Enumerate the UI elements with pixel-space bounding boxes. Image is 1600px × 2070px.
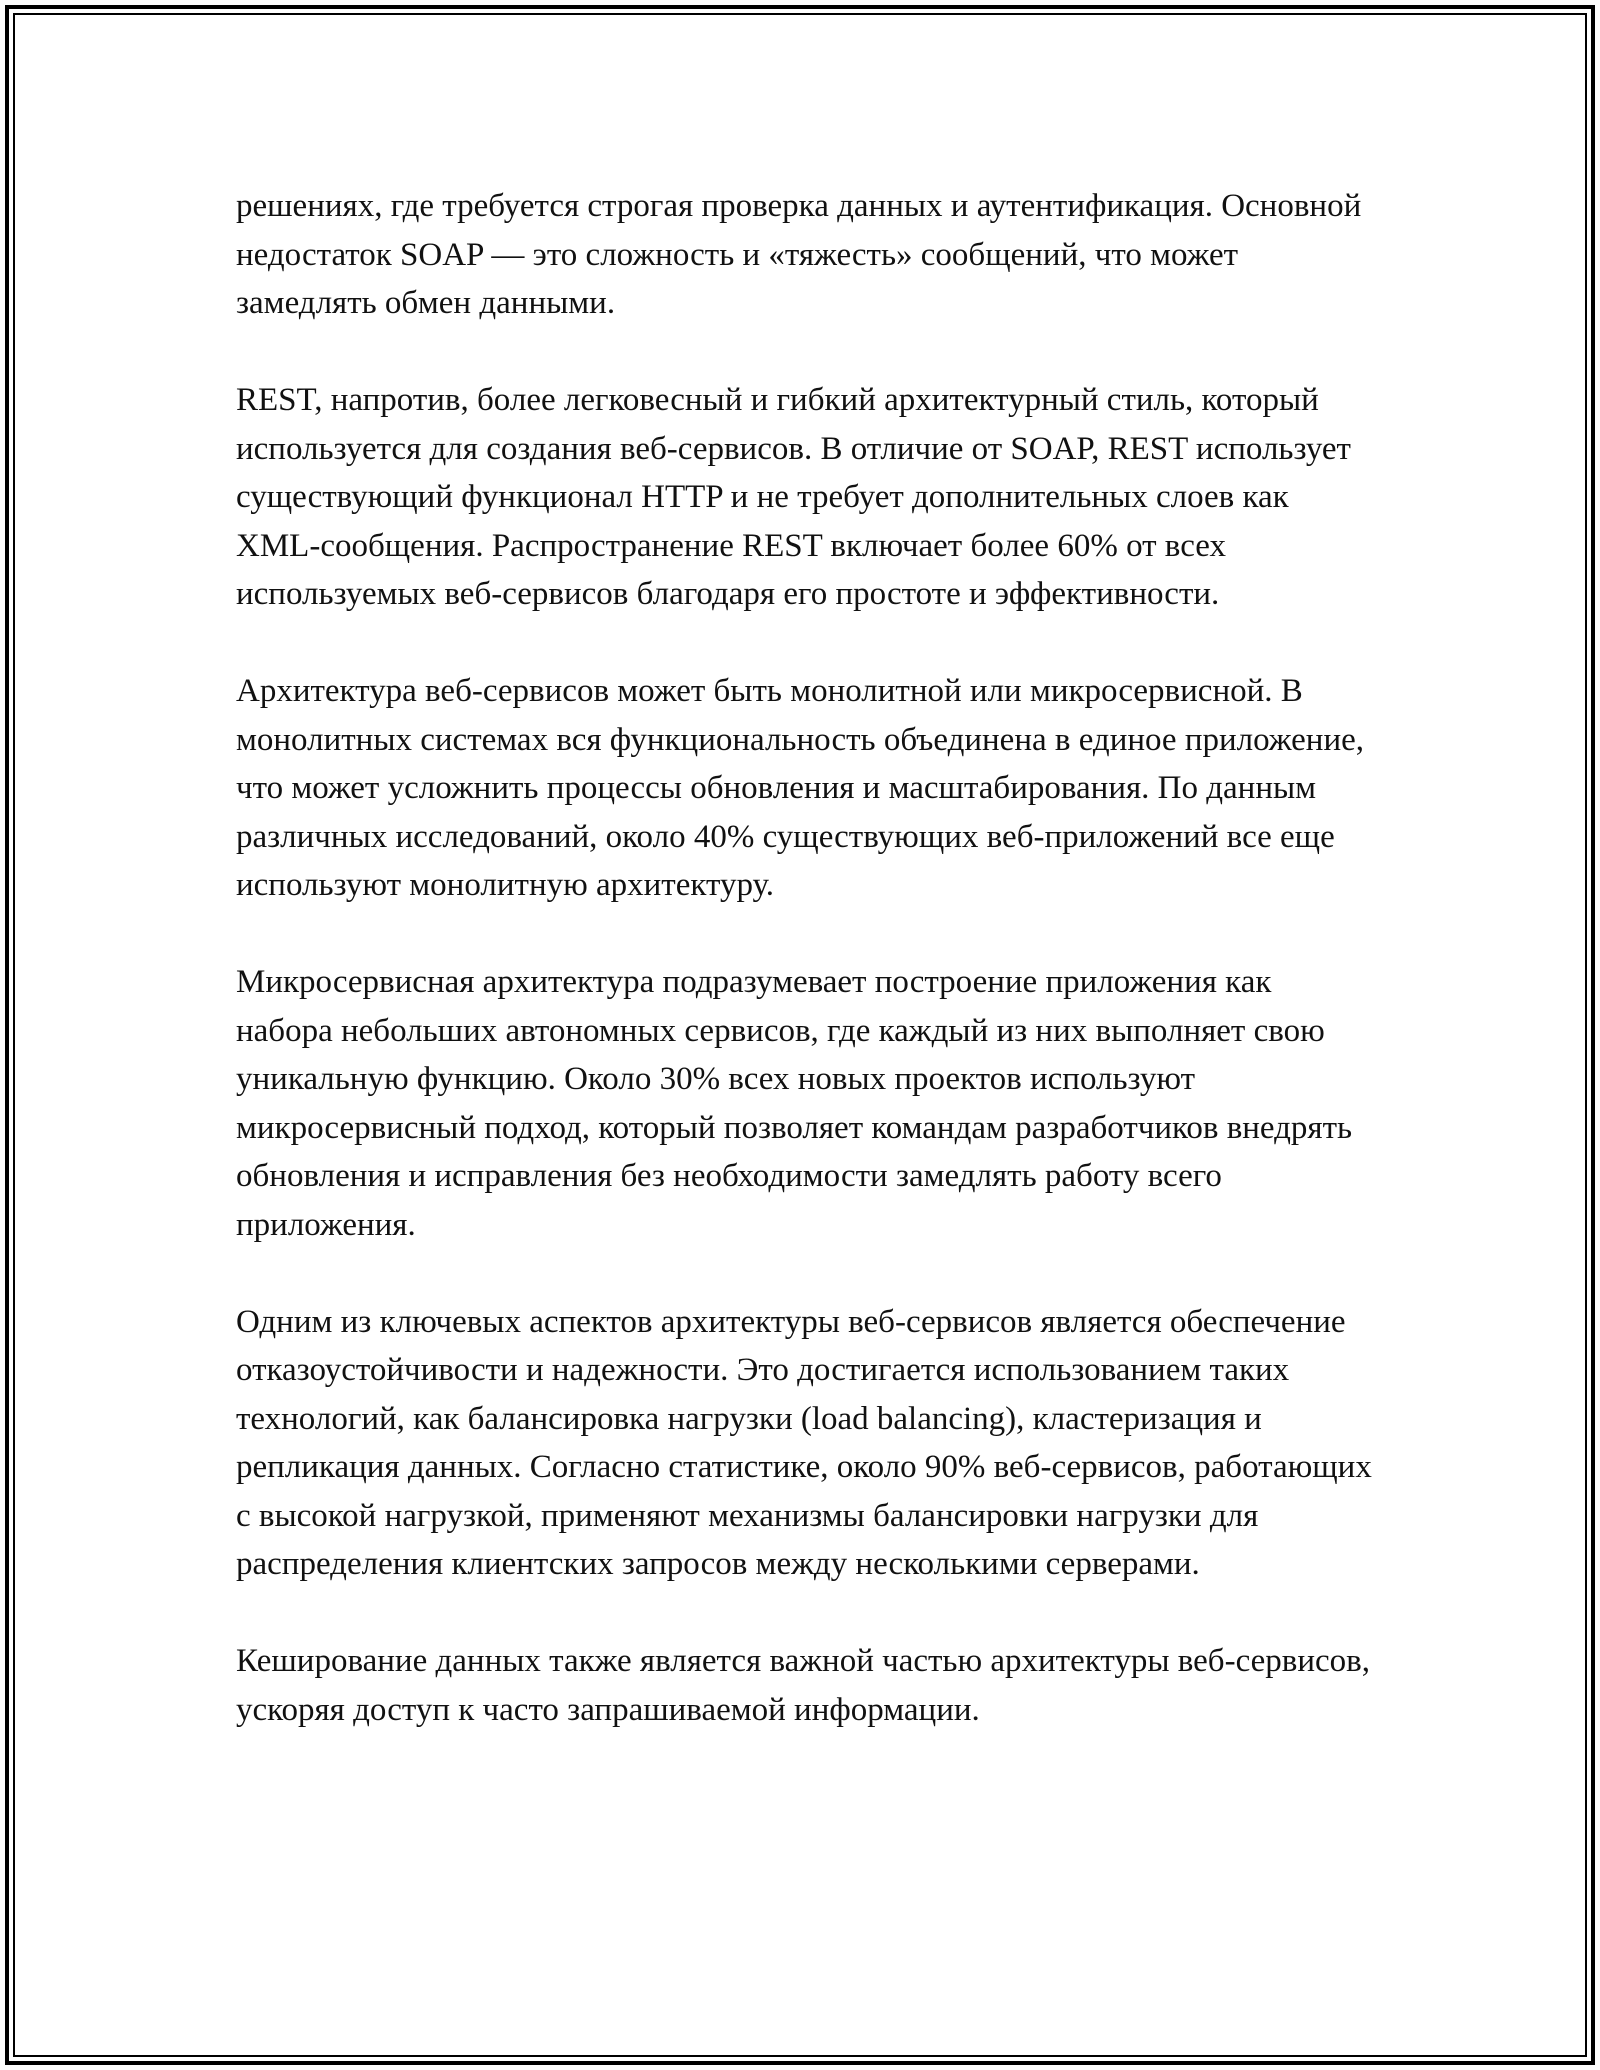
paragraph-monolith: Архитектура веб-сервисов может быть монолитной или микросервисной. В монолитных системах вся функциональность объединена в единое приложение, что может усложнить процессы обновления и масштабирования. По данным различных исследований, около 40% существующих веб-приложений все еще используют монолитную архитектуру. bbox=[236, 673, 1365, 903]
paragraph-rest: REST, напротив, более легковесный и гибкий архитектурный стиль, который используется для создания веб-сервисов. В отличие от SOAP, REST использует существующий функционал HTTP и не требует дополнительных слоев как XML-сообщения. Распространение REST включает более 60% от всех используемых веб-сервисов благодаря его простоте и эффективности. bbox=[236, 382, 1351, 612]
paragraph-soap-drawbacks: решениях, где требуется строгая проверка данных и аутентификация. Основной недостаток SOAP — это сложность и «тяжесть» сообщений, что может замедлять обмен данными. bbox=[236, 188, 1362, 321]
paragraph-microservices: Микросервисная архитектура подразумевает построение приложения как набора небольших автономных сервисов, где каждый из них выполняет свою уникальную функцию. Около 30% всех новых проектов используют микросервисный подход, который позволяет командам разработчиков внедрять обновления и исправления без необходимости замедлять работу всего приложения. bbox=[236, 964, 1353, 1243]
paragraph-fault-tolerance: Одним из ключевых аспектов архитектуры веб-сервисов является обеспечение отказоустойчивости и надежности. Это достигается использованием таких технологий, как балансировка нагрузки (load balancing), кластеризация и репликация данных. Согласно статистике, около 90% веб-сервисов, работающих с высокой нагрузкой, применяют механизмы балансировки нагрузки для распределения клиентских запросов между несколькими серверами. bbox=[236, 1303, 1372, 1582]
paragraph-caching: Кеширование данных также является важной частью архитектуры веб-сервисов, ускоряя доступ к часто запрашиваемой информации. bbox=[236, 1643, 1370, 1728]
document-body bbox=[236, 182, 1376, 1734]
